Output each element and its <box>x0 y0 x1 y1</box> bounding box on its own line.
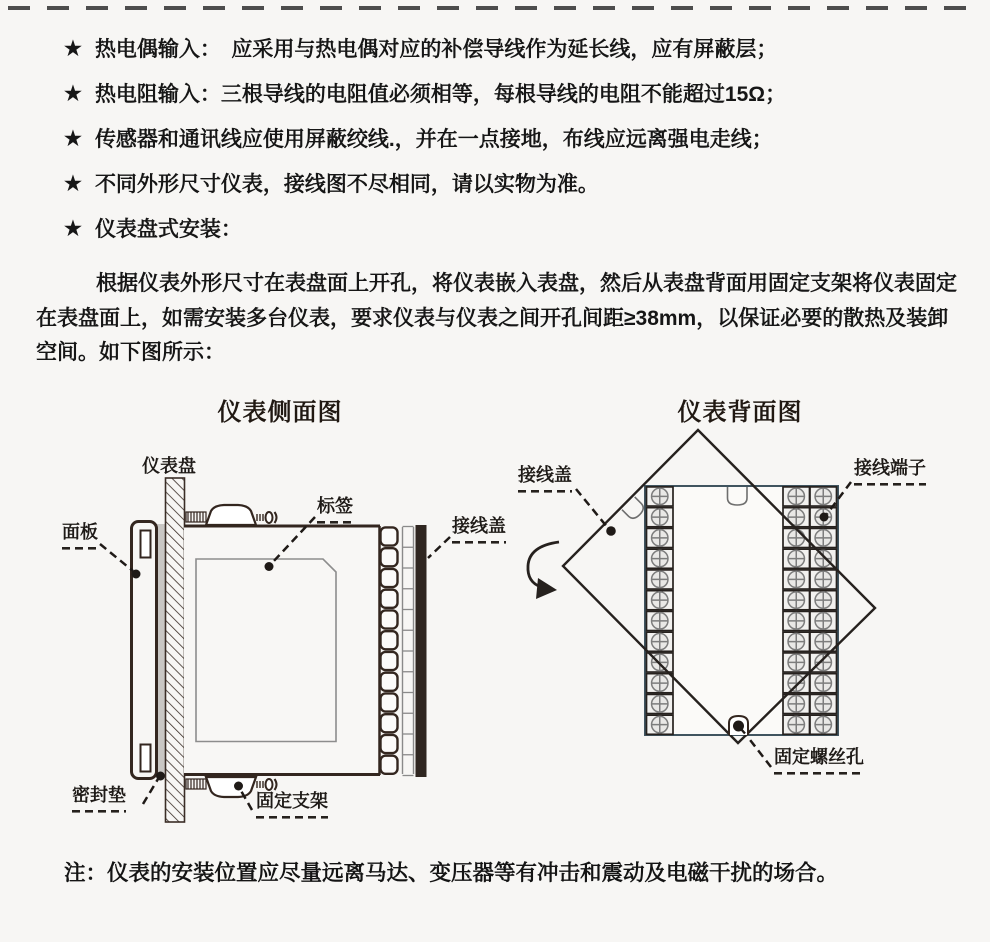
top-fixing-bracket <box>186 505 277 525</box>
terminal-ladder <box>403 527 414 776</box>
terminal-segment <box>381 631 398 649</box>
safety-note-text: 不同外形尺寸仪表，接线图不尽相同，请以实物为准。 <box>94 173 599 196</box>
section-heading-text: 仪表盘式安装： <box>94 218 242 241</box>
terminal-segment <box>381 590 398 608</box>
cover-tab <box>622 497 646 521</box>
terminal-segment <box>381 548 398 566</box>
terminal-segment <box>381 652 398 670</box>
front-bezel <box>132 522 157 779</box>
back-view-diagram <box>528 430 875 767</box>
safety-note-text: 传感器和通讯线应使用屏蔽绞线.，并在一点接地，布线应远离强电走线； <box>94 128 773 151</box>
label-front-panel: 面板 <box>62 518 98 550</box>
footer-note: 注：仪表的安装位置应尽量远离马达、变压器等有冲击和震动及电磁干扰的场合。 <box>64 861 839 885</box>
star-bullet-icon: ★ <box>64 38 82 60</box>
terminal-segment <box>381 693 398 711</box>
label-fixing-bracket: 固定支架 <box>256 787 328 819</box>
label-terminal-block: 接线端子 <box>854 454 926 486</box>
terminal-segment <box>381 735 398 753</box>
star-bullet-icon: ★ <box>64 173 82 195</box>
install-instructions-paragraph: 根据仪表外形尺寸在表盘面上开孔，将仪表嵌入表盘，然后从表盘背面用固定支架将仪表固定在表盘面上，如需安装多台仪表，要求仪表与仪表之间开孔间距≥38mm，以保证必要的散热及装卸空间。如下图所示： <box>36 272 957 364</box>
terminal-segment <box>381 569 398 587</box>
terminal-segment <box>381 673 398 691</box>
terminal-segment <box>381 527 398 545</box>
fixing-screw-hole <box>729 716 748 735</box>
instrument-body <box>184 526 380 775</box>
safety-note-text: 热电阻输入：三根导线的电阻值必须相等，每根导线的电阻不能超过15Ω； <box>94 83 787 106</box>
side-view-diagram <box>100 478 450 822</box>
label-seal-gasket: 密封垫 <box>72 781 126 813</box>
bezel-clip <box>141 531 151 558</box>
bezel-clip <box>141 745 151 772</box>
terminal-segment <box>381 714 398 732</box>
safety-note-text: 热电偶输入： 应采用与热电偶对应的补偿导线作为延长线，应有屏蔽层； <box>94 38 778 61</box>
label-terminal-cover-side: 接线盖 <box>452 512 506 544</box>
mounting-tab <box>728 487 748 505</box>
rotation-arrow-icon <box>528 542 559 599</box>
terminal-block-side <box>381 527 398 773</box>
side-view-title: 仪表侧面图 <box>217 400 343 426</box>
panel-wall-hatch <box>166 478 185 822</box>
label-terminal-cover-back: 接线盖 <box>518 461 572 493</box>
terminal-segment <box>381 610 398 628</box>
terminal-segment <box>381 756 398 774</box>
label-fixing-screw-hole: 固定螺丝孔 <box>774 743 864 775</box>
label-panel-board: 仪表盘 <box>142 456 196 476</box>
back-view-title: 仪表背面图 <box>677 400 803 426</box>
star-bullet-icon: ★ <box>64 218 82 240</box>
label-tag: 标签 <box>317 492 353 524</box>
star-bullet-icon: ★ <box>64 83 82 105</box>
terminal-cover-bar <box>416 525 427 777</box>
star-bullet-icon: ★ <box>64 128 82 150</box>
